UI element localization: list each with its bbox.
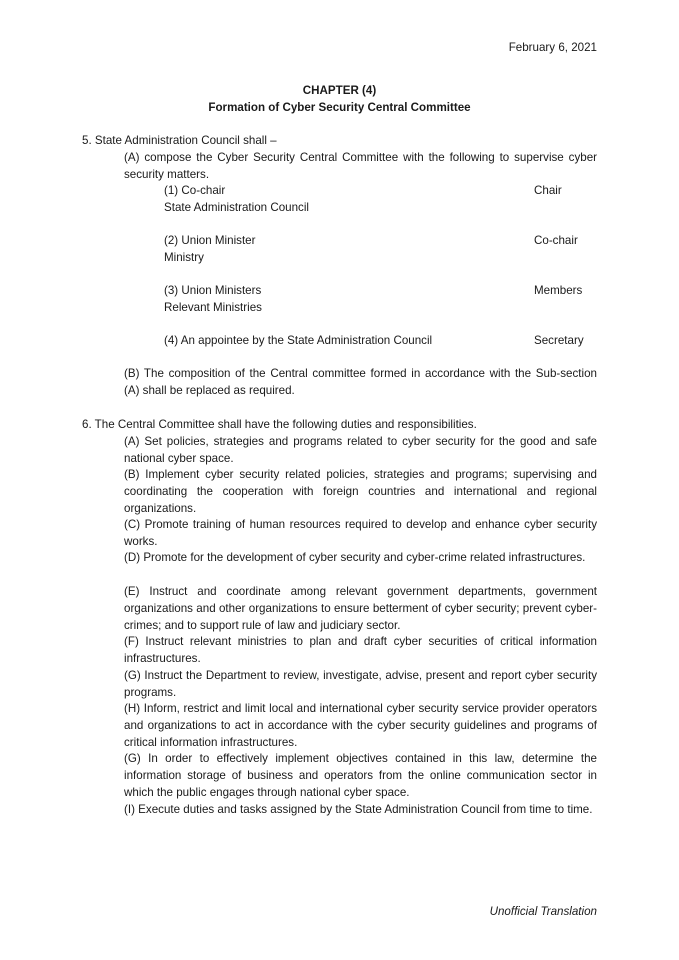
section-6-intro: 6. The Central Committee shall have the following duties and responsibilities. — [82, 418, 477, 431]
member-title: (3) Union Ministers — [164, 284, 262, 297]
footer-note: Unofficial Translation — [489, 905, 597, 918]
duty-item: (C) Promote training of human resources required to develop and enhance cyber security works. — [124, 518, 597, 548]
chapter-subtitle: Formation of Cyber Security Central Committee — [208, 101, 471, 114]
member-title: (4) An appointee by the State Administration Council — [164, 334, 433, 347]
member-role: Members — [534, 284, 583, 297]
member-role: Co-chair — [534, 234, 578, 247]
chapter-title: CHAPTER (4) — [302, 84, 377, 97]
committee-member-row — [164, 183, 588, 217]
duty-item: (H) Inform, restrict and limit local and international cyber security service provider operators and organizations to act in accordance with the cyber security guidelines and programs of critical information infrastructures. — [124, 702, 597, 749]
duty-item: (I) Execute duties and tasks assigned by the State Administration Council from time to time. — [124, 803, 593, 816]
member-body: State Administration Council — [164, 200, 309, 214]
duty-item: (G) Instruct the Department to review, investigate, advise, present and report cyber security programs. — [124, 669, 597, 699]
duty-item: (E) Instruct and coordinate among relevant government departments, government organizations and other organizations to ensure betterment of cyber security; prevent cyber-crimes; and to support rule of law and judiciary sector. — [124, 585, 597, 632]
section-5-item-a: (A) compose the Cyber Security Central Committee with the following to supervise cyber security matters. — [124, 151, 597, 181]
member-title: (1) Co-chair — [164, 184, 226, 197]
section-5-item-b: (B) The composition of the Central committee formed in accordance with the Sub-section (A) shall be replaced as required. — [124, 367, 597, 397]
section-5-intro: 5. State Administration Council shall – — [82, 134, 277, 147]
committee-member-row — [164, 283, 588, 317]
member-body: Relevant Ministries — [164, 300, 262, 314]
member-role: Chair — [534, 184, 562, 197]
committee-member-row — [164, 233, 588, 267]
document-date: February 6, 2021 — [508, 41, 597, 54]
member-body: Ministry — [164, 250, 204, 264]
committee-member-row — [164, 333, 588, 350]
duty-item: (F) Instruct relevant ministries to plan and draft cyber securities of critical information infrastructures. — [124, 635, 597, 665]
duty-item: (D) Promote for the development of cyber security and cyber-crime related infrastructures. — [124, 551, 586, 564]
member-title: (2) Union Minister — [164, 234, 256, 247]
member-role: Secretary — [534, 334, 584, 347]
duty-item: (G) In order to effectively implement objectives contained in this law, determine the information storage of business and operators from the online communication sector in which the public engages through national cyber space. — [124, 752, 597, 799]
duty-item: (B) Implement cyber security related policies, strategies and programs; supervising and coordinating the cooperation with foreign countries and international and regional organizations. — [124, 468, 597, 515]
duty-item: (A) Set policies, strategies and programs related to cyber security for the good and safe national cyber space. — [124, 435, 597, 465]
